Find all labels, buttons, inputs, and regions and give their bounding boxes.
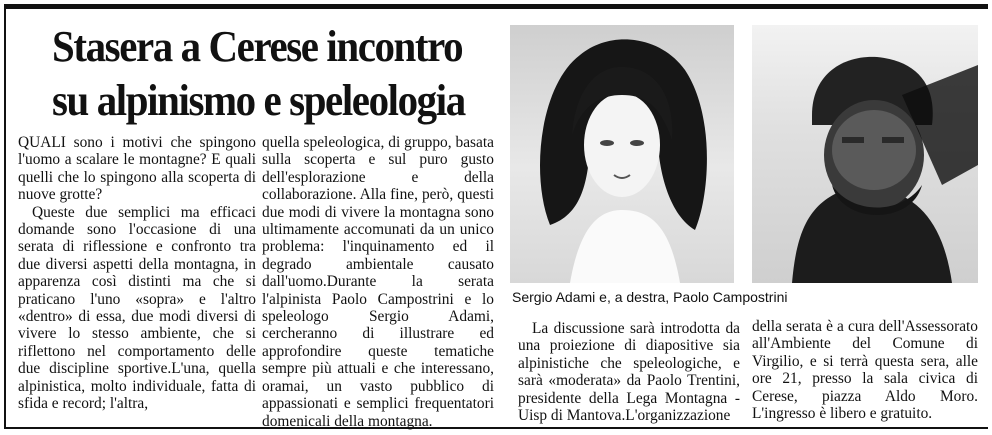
portrait-illustration xyxy=(510,25,734,283)
paragraph: della serata è a cura dell'Assessorato all'Ambiente del Comune di Virgilio, e si terrà questa sera, alle ore 21, presso la sala civica di Cerese, piazza Aldo Moro. L'ingresso è libero e gratuito. xyxy=(752,318,978,423)
headline xyxy=(52,20,480,128)
top-rule xyxy=(4,4,988,9)
photo-paolo-campostrini xyxy=(752,25,978,283)
article-column-4 xyxy=(752,318,978,422)
bottom-rule xyxy=(4,427,988,429)
headline-line-2: su alpinismo e speleologia xyxy=(52,76,465,125)
article-column-3 xyxy=(518,320,740,424)
paragraph: QUALI sono i motivi che spingono l'uomo a scalare le montagne? E quali quelli che lo spingono alla scoperta di nuove grotte? xyxy=(18,134,256,204)
article-column-1 xyxy=(18,134,256,413)
paragraph: Queste due semplici ma efficaci domande sono l'occasione di una serata di riflessione e confronto tra due diversi aspetti della montagna, in apparenza così distinti ma che si praticano l'uno «sopra» e l'altro «dentro» di essa, due modi diversi di vivere lo stesso ambiente, che si riflettono nel comportamento delle due discipline sportive.L'una, quella alpinistica, molto individuale, fatta di sfida e record; l'altra, xyxy=(18,203,256,413)
left-rule xyxy=(4,4,6,429)
headline-line-1: Stasera a Cerese incontro xyxy=(52,22,463,71)
photo-caption: Sergio Adami e, a destra, Paolo Campostrini xyxy=(512,289,788,305)
article-column-2 xyxy=(262,134,494,430)
portrait-illustration xyxy=(752,25,978,283)
paragraph: quella speleologica, di gruppo, basata sulla scoperta e sul puro gusto dell'esplorazione e della collaborazione. Alla fine, però, questi due modi di vivere la montagna sono ultimamente accomunati da un unico problema: l'inquinamento ed il degrado ambientale causato dall'uomo.Durante la serata l'alpinista Paolo Campostrini e lo speleologo Sergio Adami, cercheranno di illustrare ed approfondire queste tematiche sempre più attuali e che interessano, oramai, un vasto pubblico di appassionati e semplici frequentatori domenicali della montagna. xyxy=(262,134,494,430)
paragraph: La discussione sarà introdotta da una proiezione di diapositive sia alpinistiche che speleologiche, e sarà «moderata» da Paolo Trentini, presidente della Lega Montagna - Uisp di Mantova.L'organizzazione xyxy=(518,320,740,425)
photo-sergio-adami xyxy=(510,25,734,283)
